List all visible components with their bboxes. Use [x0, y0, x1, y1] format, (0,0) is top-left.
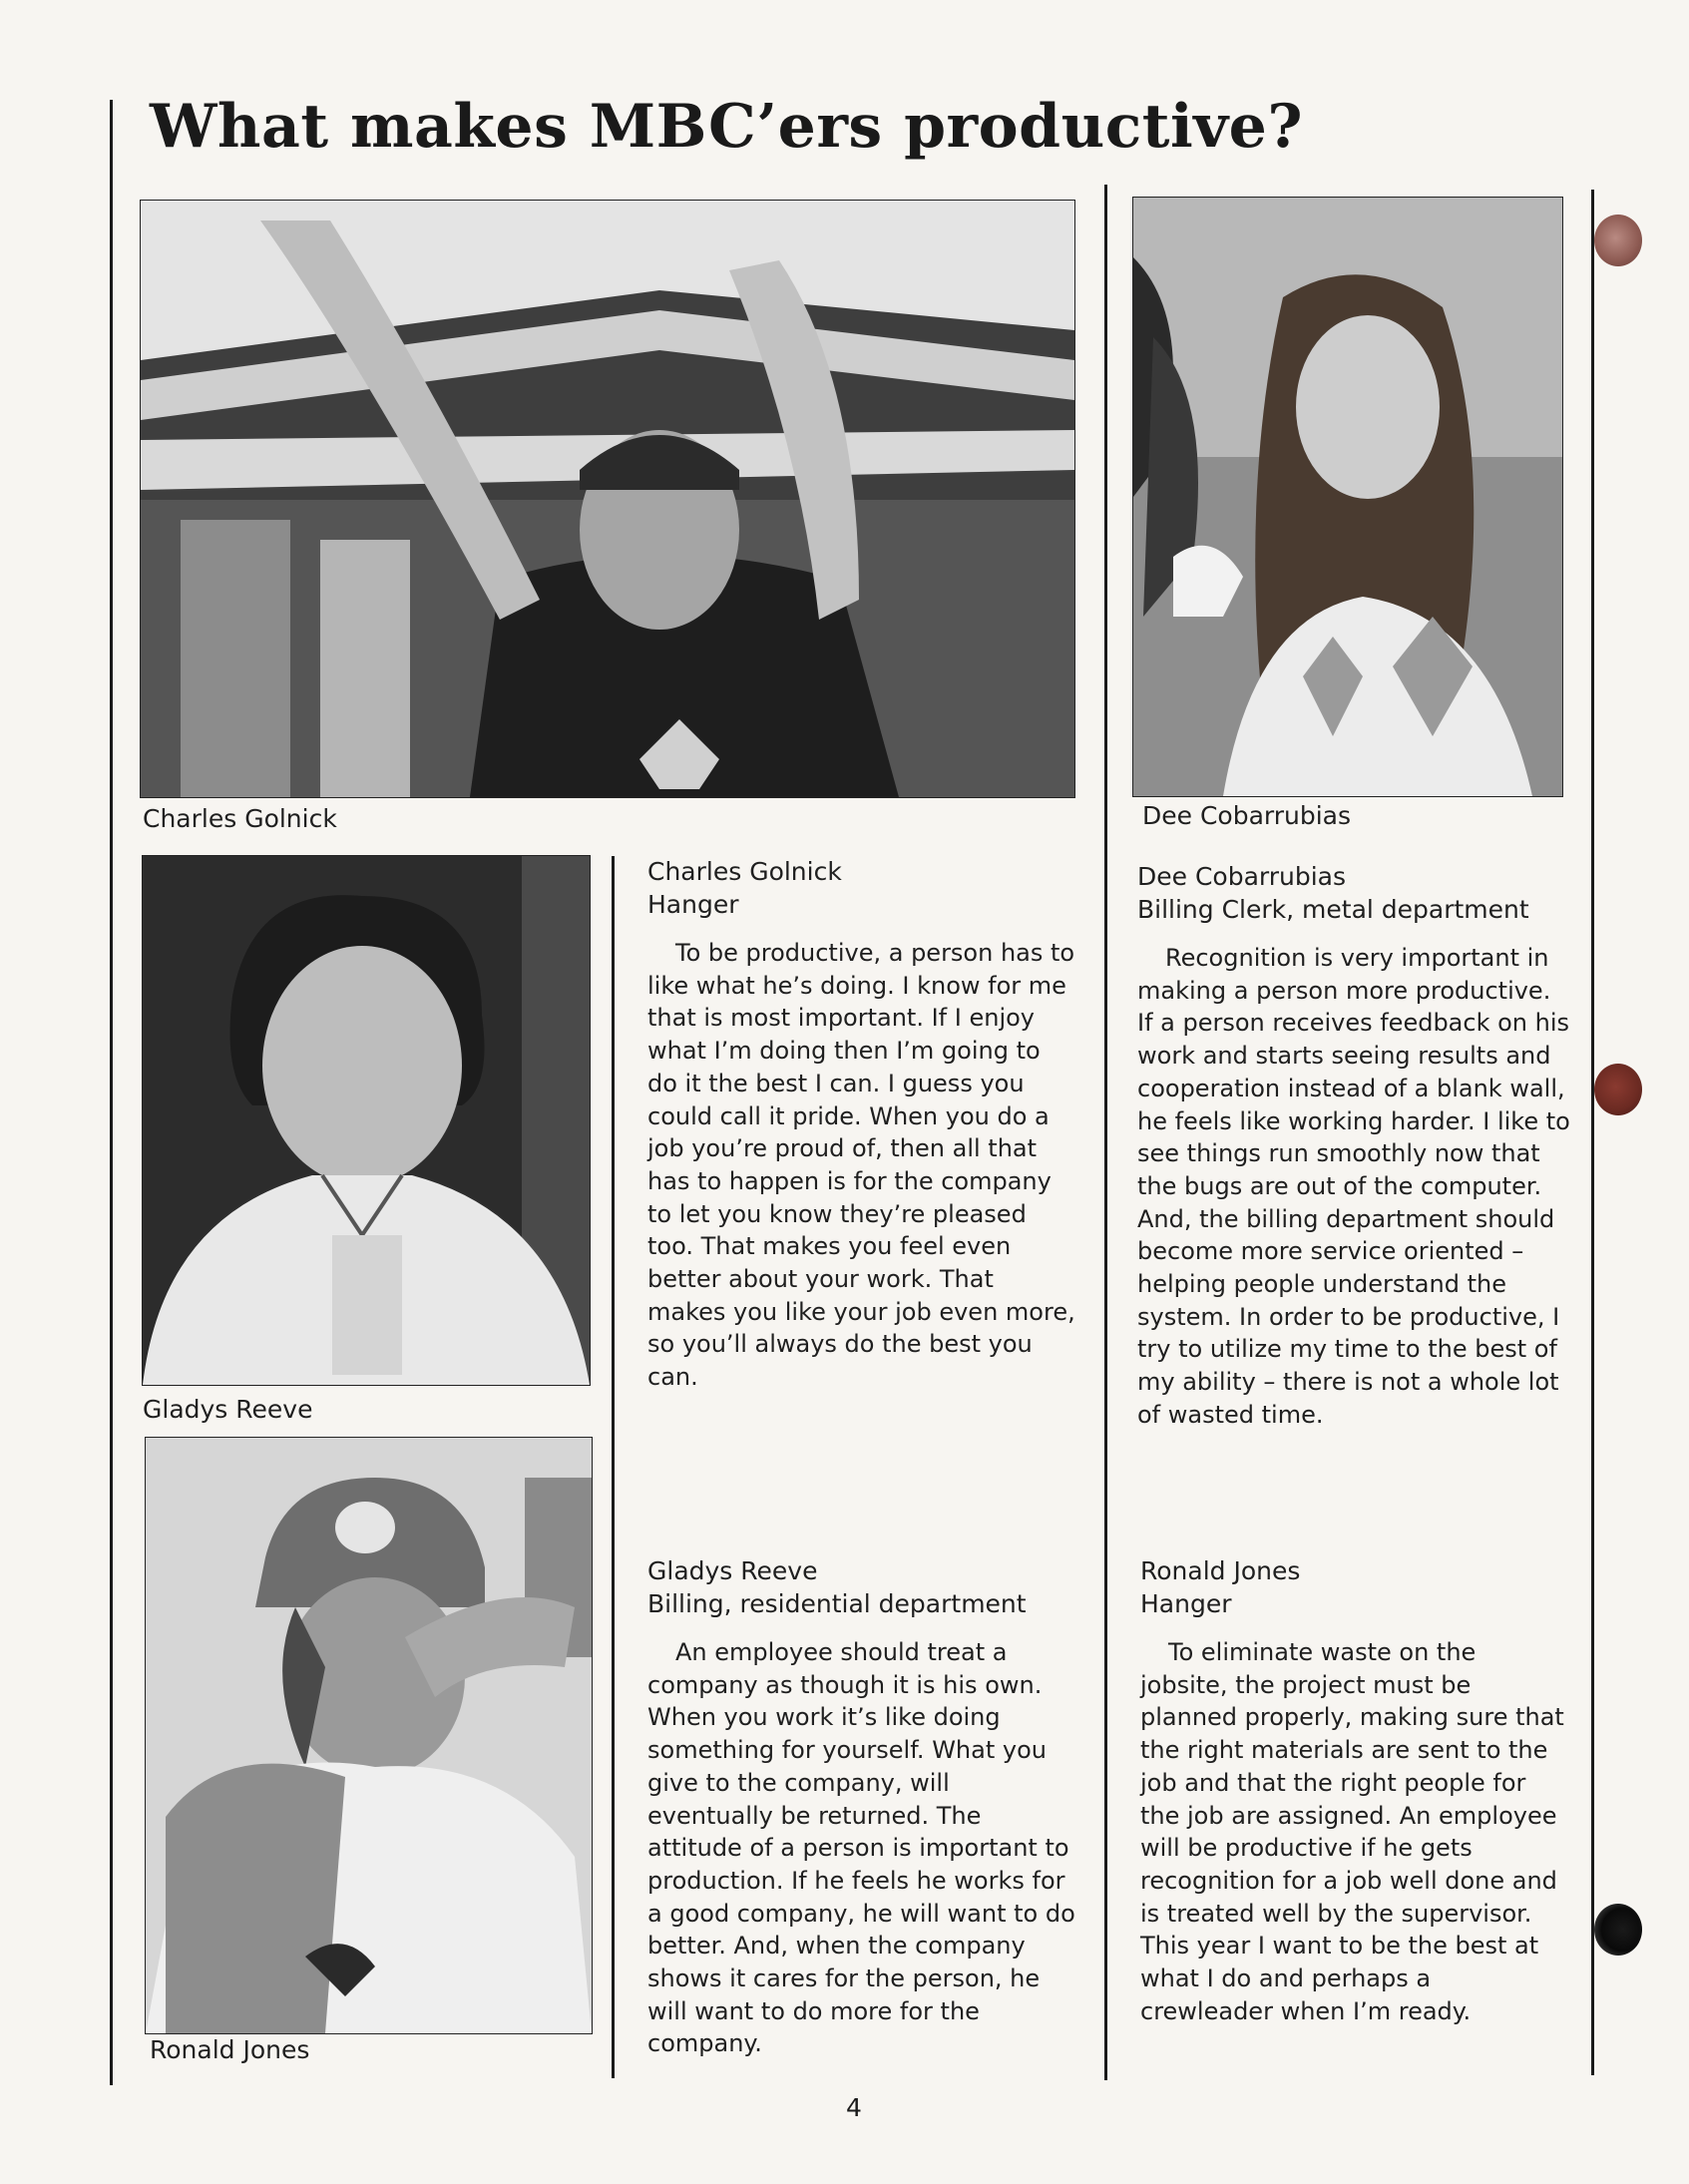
photo-gladys-reeve	[142, 855, 591, 1386]
profile-quote: To eliminate waste on the jobsite, the project must be planned properly, making sure that the right materials are sent to the job and that the right people for the job are assigned. An employee will be productive if he gets recognition for a job well done and is treated well by the supervisor. This year I want to be the best at what I do and perhaps a crewleader when I’m ready.	[1140, 1638, 1564, 2025]
caption-charles-golnick: Charles Golnick	[143, 804, 337, 833]
column-rule-right	[1104, 185, 1107, 2080]
photo-dee-cobarrubias	[1132, 197, 1563, 797]
right-margin-rule	[1591, 190, 1594, 2075]
profile-name: Charles Golnick	[647, 857, 842, 886]
profile-role: Hanger	[1140, 1589, 1232, 1618]
profile-quote: An employee should treat a company as though it is his own. When you work it’s like doing something for yourself. What you give to the company, will eventually be returned. The attitude of a person is important to production. If he feels he works for a good company, he will want to do better. And, when the company shows it cares for the person, he will want to do more for the company.	[647, 1638, 1075, 2058]
profile-name: Dee Cobarrubias	[1137, 862, 1347, 891]
profile-role: Hanger	[647, 890, 739, 919]
profile-ronald-jones	[1140, 1554, 1569, 2027]
punch-hole-middle	[1594, 1064, 1642, 1115]
profile-name: Gladys Reeve	[647, 1556, 818, 1585]
page-title: What makes MBC’ers productive?	[150, 92, 1303, 162]
column-rule-middle	[612, 856, 615, 2078]
profile-quote: To be productive, a person has to like what he’s doing. I know for me that is most important. If I enjoy what I’m doing then I’m going to do it the best I can. I guess you could call it pride. When you do a job you’re proud of, then all that has to happen is for the company to let you know they’re pleased too. That makes you feel even better about your work. That makes you like your job even more, so you’ll always do the best you can.	[647, 939, 1075, 1392]
punch-hole-top	[1594, 215, 1642, 266]
caption-dee-cobarrubias: Dee Cobarrubias	[1142, 801, 1352, 830]
caption-gladys-reeve: Gladys Reeve	[143, 1395, 313, 1424]
profile-gladys-reeve	[647, 1554, 1081, 2060]
caption-ronald-jones: Ronald Jones	[150, 2035, 310, 2064]
profile-role: Billing Clerk, metal department	[1137, 895, 1529, 924]
photo-ronald-jones	[145, 1437, 593, 2034]
profile-dee-cobarrubias	[1137, 860, 1571, 1432]
punch-hole-bottom	[1594, 1904, 1642, 1956]
profile-charles-golnick	[647, 855, 1076, 1394]
profile-name: Ronald Jones	[1140, 1556, 1301, 1585]
profile-role: Billing, residential department	[647, 1589, 1027, 1618]
left-margin-rule	[110, 100, 113, 2085]
photo-charles-golnick	[140, 200, 1075, 798]
page-number: 4	[846, 2093, 862, 2122]
profile-quote: Recognition is very important in making a person more productive. If a person receives feedback on his work and starts seeing results and cooperation instead of a blank wall, he feels like working harder. I like to see things run smoothly now that the bugs are out of the computer. And, the billing department should become more service oriented – helping people understand the system. In order to be productive, I try to utilize my time to the best of my ability – there is not a whole lot of wasted time.	[1137, 944, 1570, 1429]
